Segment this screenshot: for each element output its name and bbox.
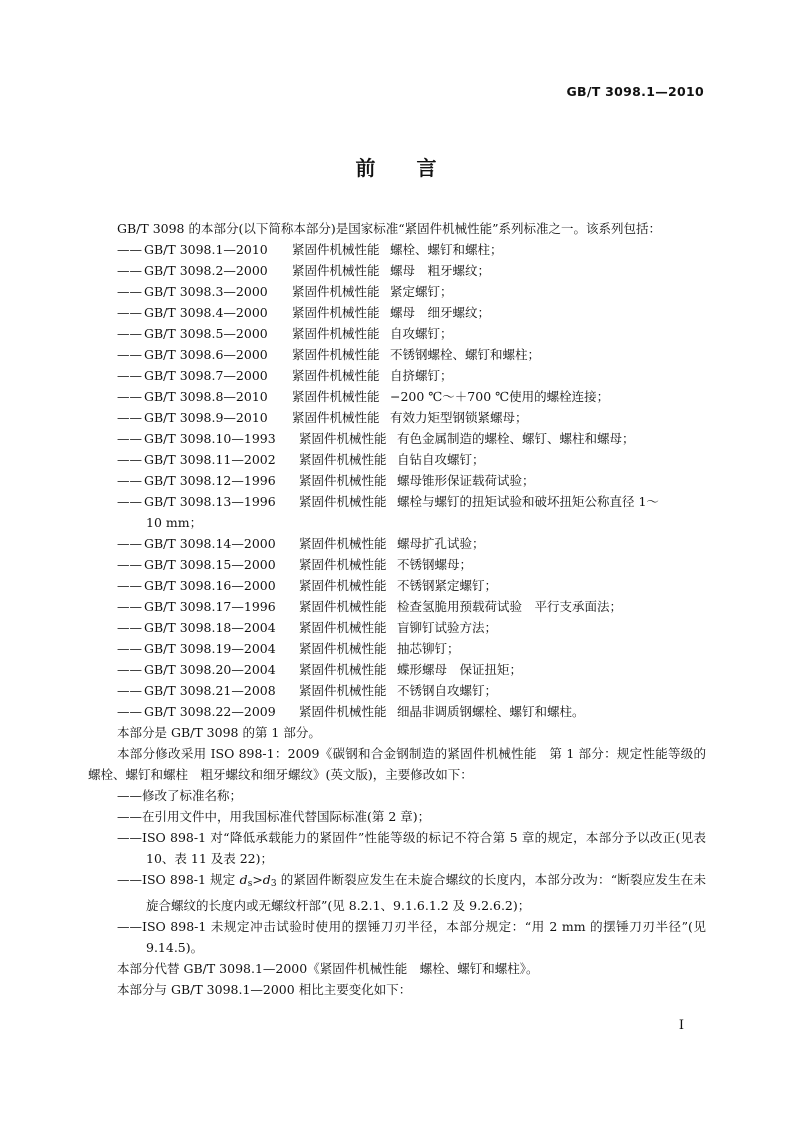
change-text: 在引用文件中，用我国标准代替国际标准(第 2 章)； [142, 809, 431, 824]
dash-mark: —— [117, 368, 142, 383]
series-item [88, 680, 706, 701]
series-item [88, 701, 706, 722]
standard-desc: 螺母 粗牙螺纹； [390, 263, 491, 278]
standard-name: 紧固件机械性能 [292, 389, 380, 404]
standard-desc: 自攻螺钉； [390, 326, 453, 341]
standard-code: GB/T 3098.15—2000 [144, 557, 276, 572]
standard-name: 紧固件机械性能 [292, 242, 380, 257]
intro-paragraph: GB/T 3098 的本部分(以下简称本部分)是国家标准“紧固件机械性能”系列标准之一。该系列包括： [117, 221, 662, 236]
series-item [88, 365, 706, 386]
standard-code: GB/T 3098.14—2000 [144, 536, 276, 551]
series-item [88, 617, 706, 638]
standard-code: GB/T 3098.1—2010 [144, 242, 268, 257]
standard-code: GB/T 3098.19—2004 [144, 641, 276, 656]
standard-name: 紧固件机械性能 [299, 578, 387, 593]
standard-code: GB/T 3098.4—2000 [144, 305, 268, 320]
series-item [88, 596, 706, 617]
standard-desc: 蝶形螺母 保证扭矩； [397, 662, 523, 677]
series-item [88, 470, 706, 491]
page-title: 前 言 [355, 156, 439, 180]
standard-name: 紧固件机械性能 [292, 410, 380, 425]
change-item [88, 827, 706, 869]
series-item [88, 638, 706, 659]
dash-mark: —— [117, 347, 142, 362]
series-item [88, 302, 706, 323]
series-item [88, 407, 706, 428]
standard-desc: 不锈钢螺栓、螺钉和螺柱； [390, 347, 541, 362]
dash-mark: —— [117, 788, 142, 803]
standard-name: 紧固件机械性能 [299, 557, 387, 572]
standard-code: GB/T 3098.21—2008 [144, 683, 276, 698]
standard-name: 紧固件机械性能 [292, 326, 380, 341]
document-id-header: GB/T 3098.1—2010 [566, 84, 704, 99]
part-note: 本部分是 GB/T 3098 的第 1 部分。 [117, 725, 321, 740]
standard-code: GB/T 3098.17—1996 [144, 599, 276, 614]
standard-desc: 自挤螺钉； [390, 368, 453, 383]
series-item [88, 575, 706, 596]
standard-name: 紧固件机械性能 [292, 368, 380, 383]
dash-mark: —— [117, 919, 142, 934]
series-item [88, 344, 706, 365]
standard-name: 紧固件机械性能 [299, 620, 387, 635]
dash-mark: —— [117, 263, 142, 278]
math-sub: s [247, 879, 253, 889]
standard-desc: 螺母 细牙螺纹； [390, 305, 491, 320]
series-item [88, 554, 706, 575]
document-body [88, 218, 706, 1000]
series-item [88, 491, 706, 512]
dash-mark: —— [117, 284, 142, 299]
standard-desc: 螺母扩孔试验； [397, 536, 485, 551]
standard-name: 紧固件机械性能 [299, 494, 387, 509]
standard-name: 紧固件机械性能 [299, 599, 387, 614]
dash-mark: —— [117, 620, 142, 635]
standard-name: 紧固件机械性能 [292, 263, 380, 278]
standard-code: GB/T 3098.18—2004 [144, 620, 276, 635]
series-item [88, 659, 706, 680]
dash-mark: —— [117, 662, 142, 677]
standard-code: GB/T 3098.13—1996 [144, 494, 276, 509]
change-text: ISO 898-1 对“降低承载能力的紧固件”性能等级的标记不符合第 5 章的规定，本部分予以改正(见表 10、表 11 及表 22)； [142, 830, 706, 866]
dash-mark: —— [117, 704, 142, 719]
standard-desc: 不锈钢紧定螺钉； [397, 578, 498, 593]
standard-code: GB/T 3098.11—2002 [144, 452, 276, 467]
standard-desc: 抽芯铆钉； [397, 641, 460, 656]
math-sub: 3 [270, 879, 277, 889]
dash-mark: —— [117, 536, 142, 551]
dash-mark: —— [117, 326, 142, 341]
dash-mark: —— [117, 809, 142, 824]
standard-desc: 不锈钢螺母； [397, 557, 473, 572]
dash-mark: —— [117, 683, 142, 698]
series-item [88, 428, 706, 449]
series-item [88, 386, 706, 407]
standard-desc: 有效力矩型钢锁紧螺母； [390, 410, 528, 425]
standard-name: 紧固件机械性能 [299, 452, 387, 467]
standard-desc: 检查氢脆用预载荷试验 平行支承面法； [397, 599, 623, 614]
standard-code: GB/T 3098.9—2010 [144, 410, 268, 425]
series-list [88, 239, 706, 722]
standard-code: GB/T 3098.12—1996 [144, 473, 276, 488]
standard-code: GB/T 3098.10—1993 [144, 431, 276, 446]
dash-mark: —— [117, 830, 142, 845]
standard-name: 紧固件机械性能 [292, 347, 380, 362]
change-text: ISO 898-1 未规定冲击试验时使用的摆锤刀刃半径，本部分规定：“用 2 mm 的摆锤刀刃半径”(见 9.14.5)。 [142, 919, 706, 955]
standard-code: GB/T 3098.5—2000 [144, 326, 268, 341]
standard-code: GB/T 3098.3—2000 [144, 284, 268, 299]
standard-desc: 盲铆钉试验方法； [397, 620, 498, 635]
standard-desc: −200 ℃～＋700 ℃使用的螺栓连接； [390, 389, 610, 404]
dash-mark: —— [117, 389, 142, 404]
series-item-continuation: 10 mm； [146, 515, 203, 530]
series-item [88, 323, 706, 344]
standard-name: 紧固件机械性能 [299, 662, 387, 677]
math-var: d [239, 872, 248, 887]
series-item [88, 449, 706, 470]
dash-mark: —— [117, 410, 142, 425]
change-text: 的紧固件断裂应发生在未旋合螺纹的长度内，本部分改为：“断裂应发生在未旋合螺纹的长度内或无螺纹杆部”(见 8.2.1、9.1.6.1.2 及 9.2.6.2)； [146, 872, 706, 913]
standard-code: GB/T 3098.22—2009 [144, 704, 276, 719]
series-item [88, 260, 706, 281]
standard-code: GB/T 3098.16—2000 [144, 578, 276, 593]
dash-mark: —— [117, 431, 142, 446]
page-number: I [678, 1018, 684, 1033]
series-item [88, 533, 706, 554]
change-text: 修改了标准名称； [142, 788, 243, 803]
change-item [88, 916, 706, 958]
standard-desc: 不锈钢自攻螺钉； [397, 683, 498, 698]
modify-intro: 本部分修改采用 ISO 898-1：2009《碳钢和合金钢制造的紧固件机械性能 第 1 部分：规定性能等级的螺栓、螺钉和螺柱 粗牙螺纹和细牙螺纹》(英文版)，主要修改如下： [88, 746, 706, 782]
math-var: d [262, 872, 271, 887]
standard-name: 紧固件机械性能 [299, 683, 387, 698]
change-item [88, 806, 706, 827]
standard-desc: 螺母锥形保证载荷试验； [397, 473, 535, 488]
standard-code: GB/T 3098.7—2000 [144, 368, 268, 383]
standard-code: GB/T 3098.8—2010 [144, 389, 268, 404]
dash-mark: —— [117, 578, 142, 593]
standard-name: 紧固件机械性能 [299, 704, 387, 719]
dash-mark: —— [117, 557, 142, 572]
dash-mark: —— [117, 452, 142, 467]
dash-mark: —— [117, 641, 142, 656]
dash-mark: —— [117, 473, 142, 488]
series-item [88, 239, 706, 260]
standard-name: 紧固件机械性能 [299, 641, 387, 656]
standard-name: 紧固件机械性能 [292, 284, 380, 299]
series-item [88, 281, 706, 302]
standard-desc: 螺栓、螺钉和螺柱； [390, 242, 503, 257]
dash-mark: —— [117, 242, 142, 257]
standard-name: 紧固件机械性能 [299, 536, 387, 551]
dash-mark: —— [117, 494, 142, 509]
standard-name: 紧固件机械性能 [299, 473, 387, 488]
standard-code: GB/T 3098.6—2000 [144, 347, 268, 362]
change-item [88, 869, 706, 916]
standard-desc: 有色金属制造的螺栓、螺钉、螺柱和螺母； [397, 431, 635, 446]
replace-note: 本部分代替 GB/T 3098.1—2000《紧固件机械性能 螺栓、螺钉和螺柱》。 [117, 961, 539, 976]
standard-name: 紧固件机械性能 [292, 305, 380, 320]
math-op: > [252, 872, 263, 887]
standard-desc: 细晶非调质钢螺栓、螺钉和螺柱。 [397, 704, 585, 719]
standard-desc: 紧定螺钉； [390, 284, 453, 299]
compare-note: 本部分与 GB/T 3098.1—2000 相比主要变化如下： [117, 982, 412, 997]
dash-mark: —— [117, 305, 142, 320]
standard-code: GB/T 3098.20—2004 [144, 662, 276, 677]
dash-mark: —— [117, 872, 142, 887]
dash-mark: —— [117, 599, 142, 614]
standard-desc: 自钻自攻螺钉； [397, 452, 485, 467]
change-item [88, 785, 706, 806]
standard-desc: 螺栓与螺钉的扭矩试验和破坏扭矩公称直径 1～ [397, 494, 659, 509]
standard-code: GB/T 3098.2—2000 [144, 263, 268, 278]
change-text: ISO 898-1 规定 [142, 872, 240, 887]
standard-name: 紧固件机械性能 [299, 431, 387, 446]
